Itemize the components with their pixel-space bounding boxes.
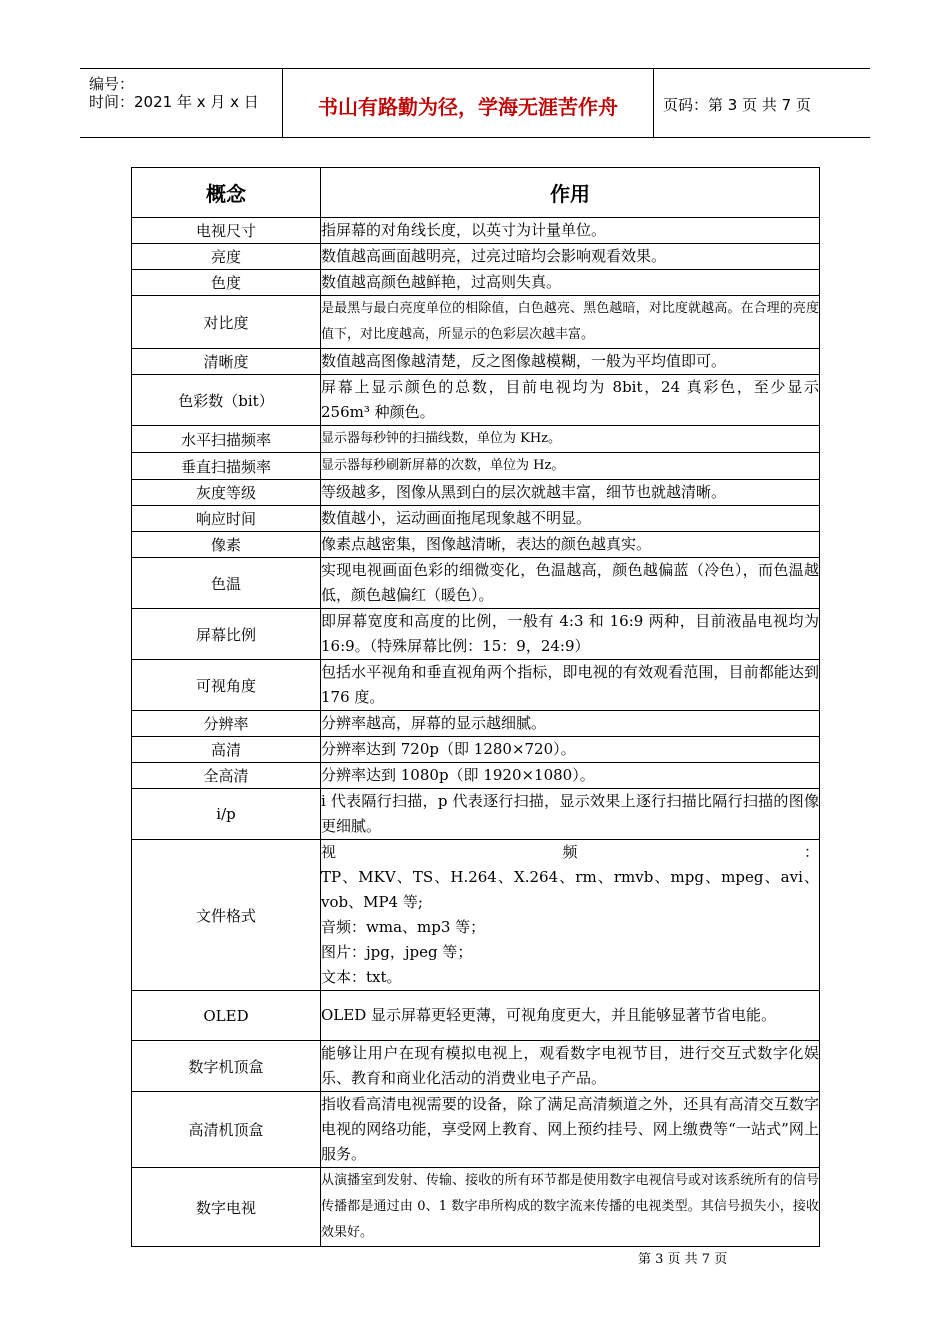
video-label-colon: ： [803, 843, 819, 861]
concept-cell: 电视尺寸 [132, 218, 321, 244]
function-cell: 是最黑与最白亮度单位的相除值，白色越亮、黑色越暗，对比度就越高。在合理的亮度值下，对比度越高，所显示的色彩层次越丰富。 [321, 296, 820, 349]
video-format-list: TP、MKV、TS、H.264、X.264、rm、rmvb、mpg、mpeg、avi、vob、MP4 等; [321, 868, 819, 911]
function-cell: 数值越小，运动画面拖尾现象越不明显。 [321, 506, 820, 532]
concept-cell: 屏幕比例 [132, 609, 321, 660]
function-cell: 包括水平视角和垂直视角两个指标，即电视的有效观看范围，目前都能达到 176 度。 [321, 660, 820, 711]
table-row [132, 453, 820, 480]
table-row [132, 1092, 820, 1168]
function-cell: 分辨率越高，屏幕的显示越细腻。 [321, 711, 820, 737]
table-row [132, 789, 820, 840]
concept-cell: 响应时间 [132, 506, 321, 532]
table-row [132, 558, 820, 609]
table-row [132, 737, 820, 763]
table-row [132, 244, 820, 270]
concept-cell: 亮度 [132, 244, 321, 270]
header-info-cell [80, 69, 283, 137]
function-cell: 即屏幕宽度和高度的比例，一般有 4:3 和 16:9 两种，目前液晶电视均为 16:9。（特殊屏幕比例：15：9，24:9） [321, 609, 820, 660]
page-label: 页码：第 3 页 共 7 页 [663, 96, 811, 114]
concept-table [131, 167, 820, 1247]
text-format-list: 文本：txt。 [321, 968, 402, 986]
audio-format-list: 音频：wma、mp3 等； [321, 918, 486, 936]
function-cell: 分辨率达到 1080p（即 1920×1080）。 [321, 763, 820, 789]
concept-cell: 高清机顶盒 [132, 1092, 321, 1168]
function-cell: 数值越高画面越明亮，过亮过暗均会影响观看效果。 [321, 244, 820, 270]
concept-cell: 水平扫描频率 [132, 426, 321, 453]
concept-cell: OLED [132, 991, 321, 1041]
table-row [132, 270, 820, 296]
function-cell: 实现电视画面色彩的细微变化，色温越高，颜色越偏蓝（冷色），而色温越低，颜色越偏红（暖色）。 [321, 558, 820, 609]
function-cell: 显示器每秒钟的扫描线数，单位为 KHz。 [321, 426, 820, 453]
table-row [132, 763, 820, 789]
table-row [132, 532, 820, 558]
concept-cell: 数字机顶盒 [132, 1041, 321, 1092]
video-label-a: 视 [321, 843, 337, 861]
function-cell: 指屏幕的对角线长度，以英寸为计量单位。 [321, 218, 820, 244]
function-cell: 屏幕上显示颜色的总数，目前电视均为 8bit，24 真彩色，至少显示 256m³ 种颜色。 [321, 375, 820, 426]
table-row [132, 375, 820, 426]
concept-cell: 全高清 [132, 763, 321, 789]
concept-cell: 对比度 [132, 296, 321, 349]
function-cell: 等级越多，图像从黑到白的层次就越丰富，细节也就越清晰。 [321, 480, 820, 506]
function-cell: i 代表隔行扫描，p 代表逐行扫描，显示效果上逐行扫描比隔行扫描的图像更细腻。 [321, 789, 820, 840]
header-page-cell [654, 69, 870, 137]
table-row [132, 991, 820, 1041]
table-row [132, 506, 820, 532]
function-cell: 分辨率达到 720p（即 1280×720）。 [321, 737, 820, 763]
table-row [132, 218, 820, 244]
concept-cell: 数字电视 [132, 1168, 321, 1247]
function-cell [321, 840, 820, 991]
time-label: 时间：2021 年 x 月 x 日 [89, 93, 259, 111]
function-cell: 像素点越密集，图像越清晰，表达的颜色越真实。 [321, 532, 820, 558]
image-format-list: 图片：jpg，jpeg 等； [321, 943, 473, 961]
table-row [132, 349, 820, 375]
concept-cell: 清晰度 [132, 349, 321, 375]
concept-cell: 色温 [132, 558, 321, 609]
table-row [132, 480, 820, 506]
table-header-row [132, 168, 820, 218]
number-label: 编号： [89, 75, 135, 93]
table-row [132, 840, 820, 991]
concept-cell: 色彩数（bit） [132, 375, 321, 426]
table-row [132, 426, 820, 453]
header-function: 作用 [321, 168, 820, 218]
video-format-heading [321, 840, 819, 865]
function-cell: 指收看高清电视需要的设备，除了满足高清频道之外，还具有高清交互数字电视的网络功能，享受网上教育、网上预约挂号、网上缴费等“一站式”网上服务。 [321, 1092, 820, 1168]
table-row [132, 1168, 820, 1247]
concept-cell: 像素 [132, 532, 321, 558]
concept-cell: 高清 [132, 737, 321, 763]
header-motto-cell [283, 69, 654, 137]
concept-cell: i/p [132, 789, 321, 840]
page-header [80, 68, 870, 138]
function-cell: 数值越高颜色越鲜艳，过高则失真。 [321, 270, 820, 296]
page-footer: 第 3 页 共 7 页 [638, 1252, 728, 1267]
motto: 书山有路勤为径，学海无涯苦作舟 [318, 95, 618, 119]
table-row [132, 609, 820, 660]
header-concept: 概念 [132, 168, 321, 218]
function-cell: 显示器每秒刷新屏幕的次数，单位为 Hz。 [321, 453, 820, 480]
function-cell: OLED 显示屏幕更轻更薄，可视角度更大，并且能够显著节省电能。 [321, 991, 820, 1041]
table-row [132, 711, 820, 737]
function-cell: 能够让用户在现有模拟电视上，观看数字电视节目，进行交互式数字化娱乐、教育和商业化活动的消费业电子产品。 [321, 1041, 820, 1092]
video-label-b: 频 [562, 843, 578, 861]
concept-cell: 文件格式 [132, 840, 321, 991]
concept-cell: 分辨率 [132, 711, 321, 737]
function-cell: 数值越高图像越清楚，反之图像越模糊，一般为平均值即可。 [321, 349, 820, 375]
table-row [132, 660, 820, 711]
concept-cell: 灰度等级 [132, 480, 321, 506]
table-row [132, 1041, 820, 1092]
table-row [132, 296, 820, 349]
concept-cell: 垂直扫描频率 [132, 453, 321, 480]
concept-cell: 可视角度 [132, 660, 321, 711]
concept-cell: 色度 [132, 270, 321, 296]
function-cell: 从演播室到发射、传输、接收的所有环节都是使用数字电视信号或对该系统所有的信号传播都是通过由 0、1 数字串所构成的数字流来传播的电视类型。其信号损失小，接收效果好。 [321, 1168, 820, 1247]
